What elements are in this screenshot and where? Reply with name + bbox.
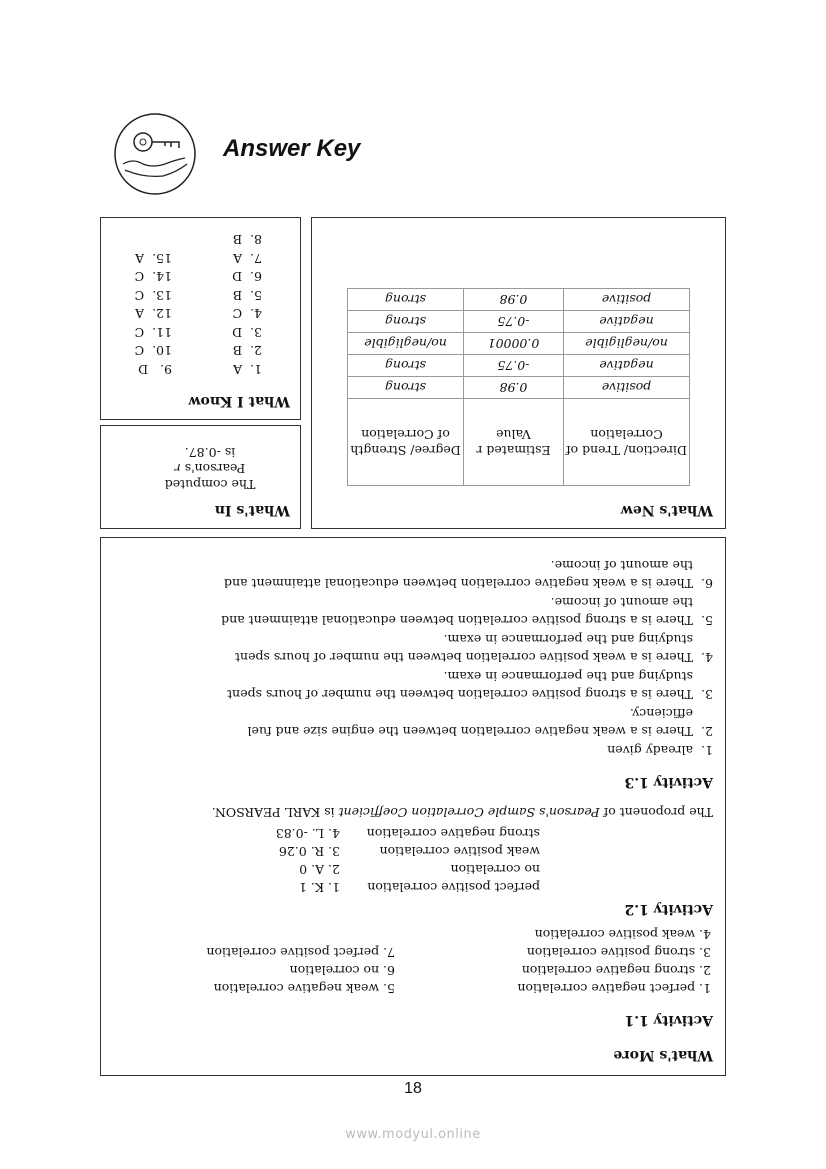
answer-item: 9. D: [138, 362, 172, 377]
text-italic: r: [174, 461, 181, 476]
list-line: [221, 684, 713, 703]
activity-1-2-heading: Activity 1.2: [624, 901, 713, 917]
column-header: Direction/ Trend of Correlation: [564, 399, 690, 486]
text: Pearson's r: [174, 461, 246, 476]
whats-more-box: [100, 537, 726, 1076]
whats-new-box: [311, 217, 726, 529]
item-number: 6.: [701, 576, 713, 592]
whats-in-heading: What's In: [214, 502, 290, 518]
correlation-table: [347, 288, 690, 486]
table-cell: negative: [564, 311, 690, 333]
answer-value: 2. A. 0: [299, 862, 340, 877]
activity-1-1-heading: Activity 1.1: [624, 1012, 713, 1028]
item-text: There is a weak positive correlation between the number of hours spent: [234, 650, 693, 666]
item-text: There is a weak negative correlation between the engine size and fuel: [247, 724, 693, 740]
answers-column-2: [135, 248, 172, 378]
item-text: already given: [607, 743, 693, 758]
list-line: [221, 573, 713, 592]
list-line: [221, 647, 713, 666]
list-item: 7. perfect positive correlation: [206, 945, 395, 960]
answer-key-content: [100, 215, 726, 1076]
table-cell: -0.75: [464, 311, 564, 333]
table-cell: strong: [348, 289, 464, 311]
item-text: the amount of income.: [550, 595, 693, 610]
answer-item: 5. B: [232, 288, 262, 303]
page-title: Answer Key: [223, 135, 361, 162]
correlation-label: weak positive correlation: [379, 844, 540, 859]
text: The proponent of: [599, 805, 713, 820]
table-row: [348, 377, 690, 399]
column-header: Estimated r Value: [464, 399, 564, 486]
table-cell: strong: [348, 377, 464, 399]
list-line: [221, 555, 713, 574]
item-text: There is a strong positive correlation between educational attainment and: [221, 613, 693, 629]
watermark: www.modyul.online: [345, 1127, 481, 1142]
what-i-know-heading: What I Know: [188, 393, 290, 409]
whats-more-heading: What's More: [613, 1047, 713, 1063]
text-line: The computed: [164, 477, 256, 492]
table-cell: positive: [564, 289, 690, 311]
table-cell: negative: [564, 355, 690, 377]
proponent-statement: [212, 804, 713, 820]
table-row: [348, 333, 690, 355]
answer-value: 1. K. 1: [298, 880, 340, 895]
item-number: 3.: [701, 687, 713, 703]
list-line: [221, 666, 713, 685]
activity-1-3-heading: Activity 1.3: [624, 774, 713, 790]
list-line: [221, 721, 713, 740]
column-header: Degree/ Strength of Correlation: [348, 399, 464, 486]
list-line: [221, 740, 713, 759]
answer-item: 11. C: [134, 325, 172, 340]
text-line: [140, 460, 280, 476]
list-item: 5. weak negative correlation: [213, 981, 395, 996]
table-cell: -0.75: [464, 355, 564, 377]
table-cell: 0.98: [464, 377, 564, 399]
answer-value: 4. L. -0.83: [275, 826, 340, 841]
list-line: [221, 629, 713, 648]
activity-1-3-list: [221, 555, 713, 759]
answer-item: 6. D: [232, 269, 262, 285]
answer-item: 14. C: [134, 269, 172, 285]
text-line: is -0.87.: [184, 445, 236, 460]
whats-new-heading: What's New: [620, 502, 713, 518]
table-cell: no/negligible: [564, 333, 690, 355]
list-item: 1. perfect negative correlation: [517, 981, 711, 996]
answer-item: 1. A: [233, 362, 262, 377]
what-i-know-box: [100, 217, 301, 420]
whats-in-box: [100, 425, 301, 529]
answer-item: 7. A: [233, 251, 262, 266]
table-cell: 0.00001: [464, 333, 564, 355]
table-cell: no/negligible: [348, 333, 464, 355]
table-cell: positive: [564, 377, 690, 399]
page-number: 18: [404, 1080, 422, 1097]
item-text: There is a strong positive correlation between the number of hours spent: [227, 687, 693, 703]
correlation-label: strong negative correlation: [366, 826, 540, 841]
key-in-hand-icon: [113, 112, 197, 196]
table-row: [348, 355, 690, 377]
answer-item: 8. B: [232, 232, 262, 248]
list-item: 6. no correlation: [289, 963, 395, 978]
table-row: [348, 289, 690, 311]
table-cell: strong: [348, 311, 464, 333]
list-item: 3. strong positive correlation: [526, 945, 711, 960]
list-item: 4. weak positive correlation: [534, 927, 711, 942]
answer-item: 3. D: [232, 325, 262, 340]
list-line: [221, 703, 713, 722]
item-number: 2.: [701, 724, 713, 740]
table-cell: strong: [348, 355, 464, 377]
list-item: 2. strong negative correlation: [521, 963, 711, 978]
table-cell: 0.98: [464, 289, 564, 311]
answer-value: 3. R. 0.26: [278, 844, 340, 859]
list-line: [221, 610, 713, 629]
item-text: efficiency.: [629, 706, 693, 721]
correlation-label: perfect positive correlation: [367, 880, 540, 895]
correlation-label: no correlation: [450, 862, 540, 877]
item-text: There is a weak negative correlation between educational attainment and: [224, 576, 693, 592]
text: is KARL PEARSON.: [211, 805, 339, 820]
item-text: the amount of income.: [550, 558, 693, 573]
item-text: studying and the performance in exam.: [443, 632, 693, 647]
item-number: 1.: [701, 743, 713, 758]
item-text: studying and the performance in exam.: [443, 669, 693, 684]
item-number: 4.: [701, 650, 713, 666]
answer-item: 12. A: [135, 306, 172, 322]
answers-column-1: [232, 229, 262, 377]
answer-item: 10. C: [134, 343, 172, 359]
answer-item: 15. A: [135, 251, 172, 266]
list-line: [221, 592, 713, 611]
answer-item: 4. C: [232, 306, 262, 322]
table-row: [348, 311, 690, 333]
answer-item: 2. B: [232, 343, 262, 359]
text-italic: Pearson's Sample Correlation Coefficient: [338, 805, 600, 820]
answer-item: 13. C: [134, 288, 172, 303]
item-number: 5.: [701, 613, 713, 629]
